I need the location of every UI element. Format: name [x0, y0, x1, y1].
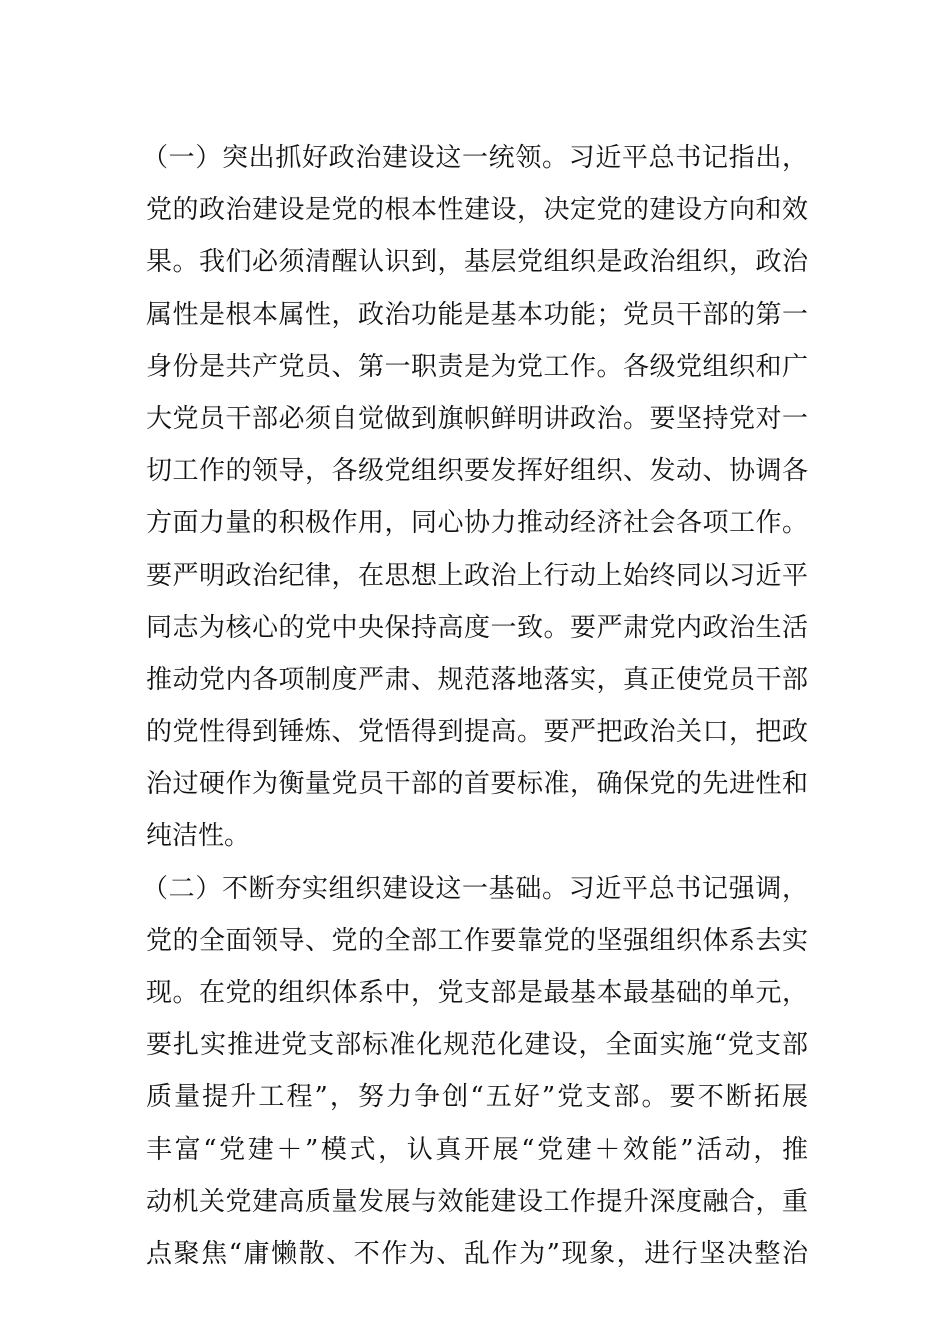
text-line: （二）不断夯实组织建设这一基础。习近平总书记强调，	[142, 873, 808, 904]
text-line: （一）突出抓好政治建设这一统领。习近平总书记指出，	[142, 143, 808, 173]
text-line: 党的全面领导、党的全部工作要靠党的坚强组织体系去实	[146, 925, 808, 956]
text-line: 治过硬作为衡量党员干部的首要标准，确保党的先进性和	[146, 769, 808, 800]
text-line: 质量提升工程”，努力争创“五好”党支部。要不断拓展	[146, 1082, 808, 1113]
text-line: 的党性得到锤炼、党悟得到提高。要严把政治关口，把政	[146, 717, 808, 748]
text-line: 要严明政治纪律，在思想上政治上行动上始终同以习近平	[146, 560, 808, 591]
text-line: 点聚焦“庸懒散、不作为、乱作为”现象，进行坚决整治	[146, 1238, 808, 1269]
document-body	[142, 132, 808, 1280]
text-line: 要扎实推进党支部标准化规范化建设，全面实施“党支部	[146, 1030, 808, 1061]
text-line: 属性是根本属性，政治功能是基本功能；党员干部的第一	[146, 299, 808, 330]
text-line: 党的政治建设是党的根本性建设，决定党的建设方向和效	[146, 195, 808, 226]
text-line: 推动党内各项制度严肃、规范落地落实，真正使党员干部	[146, 664, 808, 695]
text-line: 动机关党建高质量发展与效能建设工作提升深度融合，重	[146, 1186, 808, 1217]
text-line: 现。在党的组织体系中，党支部是最基本最基础的单元，	[146, 978, 808, 1008]
text-line: 身份是共产党员、第一职责是为党工作。各级党组织和广	[146, 351, 808, 382]
text-line: 果。我们必须清醒认识到，基层党组织是政治组织，政治	[146, 247, 808, 278]
text-line: 切工作的领导，各级党组织要发挥好组织、发动、协调各	[146, 456, 808, 487]
text-line: 丰富“党建＋”模式，认真开展“党建＋效能”活动，推	[146, 1134, 808, 1165]
text-line: 方面力量的积极作用，同心协力推动经济社会各项工作。	[146, 508, 808, 539]
text-line: 大党员干部必须自觉做到旗帜鲜明讲政治。要坚持党对一	[146, 403, 808, 434]
text-line: 同志为核心的党中央保持高度一致。要严肃党内政治生活	[146, 612, 808, 643]
text-line: 纯洁性。	[146, 821, 251, 852]
